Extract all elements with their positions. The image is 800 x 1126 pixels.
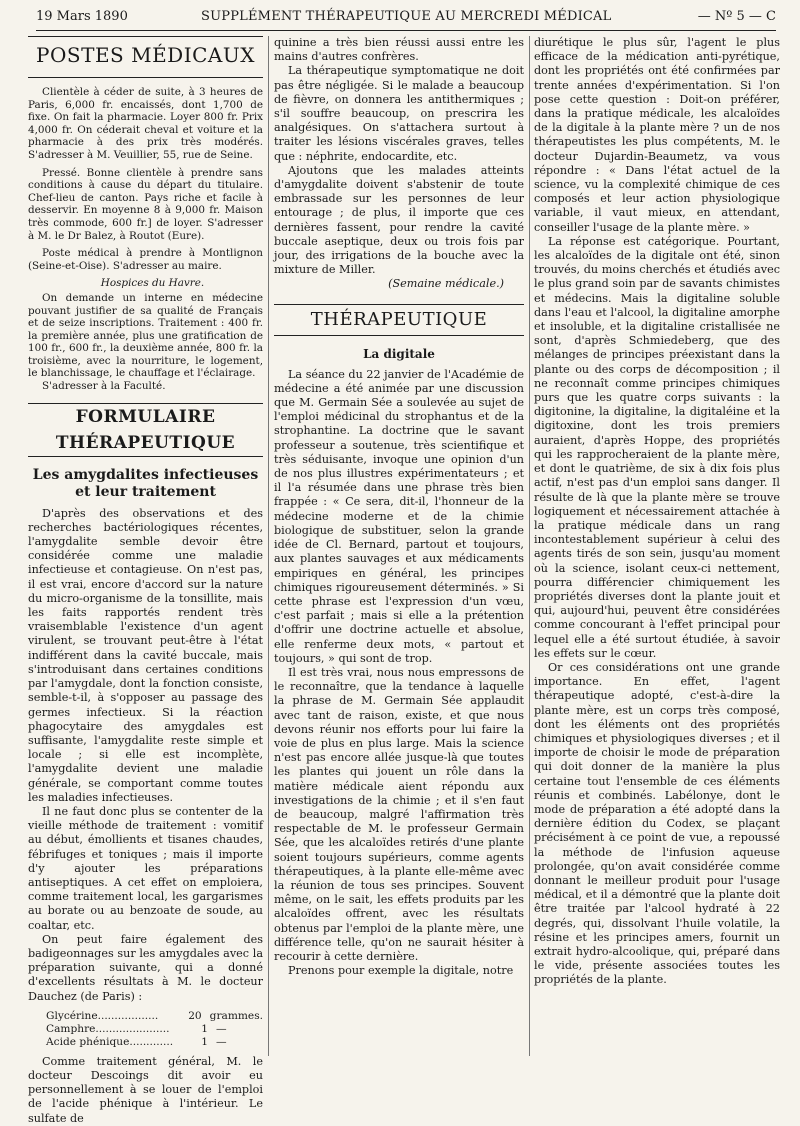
- recipe-line: Camphre...................... 1 —: [46, 1022, 227, 1035]
- column-divider: [268, 36, 269, 1056]
- article-subtitle: Les amygdalites infectieuses et leur traitement: [32, 466, 259, 500]
- source-citation: (Semaine médicale.): [388, 277, 504, 291]
- article-paragraph: Il est très vrai, nous nous empressons de le reconnaître, que la tendance à laquelle la phrase de M. Germain Sée applaudit avec tant de raison, existe, et que nous devons réunir nos efforts pour lui faire la voie de plus en plus large. Mais la science n'est pas encore allée jusque-là que toutes les plantes qui jouent un rôle dans la matière médicale aient répondu aux investigations de la chimie ; et il s'en faut de beaucoup, malgré l'affirmation très respectable de M. le professeur Germain Sée, que les alcaloïdes retirés d'une plante soient toujours supérieurs, comme agents thérapeutiques, à la plante elle-même avec la réunion de tous ses principes. Souvent même, on le sait, les effets produits par les alcaloïdes offrent, avec les résultats obtenus par l'emploi de la plante mère, une différence telle, qu'on ne saurait hésiter à recourir à cette dernière.: [274, 665, 524, 963]
- article-paragraph: Or ces considérations ont une grande importance. En effet, l'agent thérapeutique adopté, c'est-à-dire la plante mère, est un corps très composé, dont les éléments ont des propriétés chimiques et physiologiques diverses ; et il importe de choisir le mode de préparation qui doit donner de la manière la plus certaine tout l'ensemble de ces éléments réunis et combinés. Labélonye, dont le mode de préparation a été adopté dans la dernière édition du Codex, se plaçant précisément à ce point de vue, a repoussé la méthode de l'infusion aqueuse prolongée, qu'on avait considérée comme donnant le meilleur produit pour l'usage médical, et il a démontré que la plante doit être traitée par l'alcool hydraté à 22 degrés, qui, dissolvant l'huile volatile, la résine et les principes amers, fournit un extrait hydro-alcoolique, qui, préparé dans le vide, présente associées toutes les propriétés de la plante.: [534, 660, 780, 987]
- page-header: [36, 6, 776, 31]
- journal-title: SUPPLÉMENT THÉRAPEUTIQUE AU MERCREDI MÉDICAL: [201, 9, 612, 24]
- column-3: [534, 36, 780, 988]
- article-paragraph: Comme traitement général, M. le docteur Descoings dit avoir eu personnellement à se louer de l'emploi de l'acide phénique à l'intérieur. Le sulfate de: [28, 1054, 263, 1125]
- article-paragraph: La thérapeutique symptomatique ne doit pas être négligée. Si le malade a beaucoup de fièvre, on donnera les antithermiques ; s'il souffre beaucoup, on prescrira les analgésiques. On s'attachera surtout à traiter les lésions viscérales graves, telles que : néphrite, endocardite, etc.: [274, 64, 524, 163]
- column-2: [274, 36, 524, 978]
- recipe-line: Glycérine.................. 20 grammes.: [46, 1009, 263, 1022]
- article-paragraph: Ajoutons que les malades atteints d'amygdalite doivent s'abstenir de toute embrassade sur les personnes de leur entourage ; de plus, il importe que ces dernières fassent, pour rendre la cavité buccale aseptique, deux ou trois fois par jour, des irrigations de la bouche avec la mixture de Miller.: [274, 163, 524, 277]
- column-divider: [529, 36, 530, 1056]
- article-paragraph: La réponse est catégorique. Pourtant, les alcaloïdes de la digitale ont été, sinon trouvés, du moins cherchés et étudiés avec le plus grand soin par de savants chimistes et médecins. Mais la digitaline soluble dans l'eau et l'alcool, la digitaline amorphe et insoluble, et la digitaline cristallisée ne sont, d'après Schmiedeberg, que des mélanges de principes préexistant dans la plante ou des corps de décomposition ; il ne reconnaît comme principes chimiques purs que les quatre corps suivants : la digitonine, la digitaline, la digitaléine et la digitoxine, dont les trois premiers auraient, d'après Hoppe, des propriétés qui les rapprocheraient de la plante mère, et dont le quatrième, de six à dix fois plus actif, n'est pas d'un emploi sans danger. Il résulte de là que la plante mère se trouve logiquement et nécessairement attachée à la pratique médicale dans un rang incontestablement supérieur à celui des agents tirés de son sein, jusqu'au moment où la science, isolant ceux-ci nettement, pourra différencier chimiquement les propriétés diverses dont la plante jouit et qui, aujourd'hui, peuvent être considérées comme concourant à l'effet principal pour lequel elle a été surtout étudiée, à savoir les effets sur le cœur.: [534, 234, 780, 660]
- article-paragraph: diurétique le plus sûr, l'agent le plus efficace de la médication anti-pyrétique, dont les propriétés ont été confirmées par trente années d'expérimentation. Si l'on pose cette question : Doit-on préférer, dans la pratique médicale, les alcaloïdes de la digitale à la plante mère ? un de nos thérapeutistes les plus compétents, M. le docteur Dujardin-Beaumetz, va vous répondre : « Dans l'état actuel de la science, vu la complexité chimique de ces composés et leur action physiologique variable, il vaut mieux, en attendant, conseiller l'usage de la plante mère. »: [534, 36, 780, 234]
- recipe-line: Acide phénique............. 1 —: [46, 1035, 227, 1048]
- hospices-text: On demande un interne en médecine pouvant justifier de sa qualité de Français et de seize inscriptions. Traitement : 400 fr. la première année, plus une gratification de 100 fr., 600 fr., la deuxième année, 800 fr. la troisième, avec la nourriture, le logement, le blanchissage, le chauffage et l'éclairage.: [28, 291, 263, 380]
- article-paragraph: Prenons pour exemple la digitale, notre: [288, 964, 514, 978]
- postes-heading: POSTES MÉDICAUX: [36, 43, 255, 67]
- article-paragraph: On peut faire également des badigeonnages sur les amygdales avec la préparation suivante, qui a donné d'excellents résultats à M. le docteur Dauchez (de Paris) :: [28, 932, 263, 1003]
- column-1: [28, 36, 263, 1126]
- issue-date: 19 Mars 1890: [36, 9, 128, 24]
- article-paragraph: Il ne faut donc plus se contenter de la vieille méthode de traitement : vomitif au début, émollients et tisanes chaudes, fébrifuges et toniques ; mais il importe d'y ajouter les préparations antiseptiques. A cet effet on emploiera, comme traitement local, les gargarismes au borate ou au benzoate de soude, au coaltar, etc.: [28, 804, 263, 932]
- article-paragraph: La séance du 22 janvier de l'Académie de médecine a été animée par une discussion que M. Germain Sée a soulevée au sujet de l'emploi médicinal du strophantus et de la strophantine. La doctrine que le savant professeur a soutenue, très scientifique et très séduisante, invoque une opinion d'un de nos plus illustres expérimentateurs ; et il l'a résumée dans une phrase très bien frappée : « Ce sera, dit-il, l'honneur de la médecine moderne et de la chimie biologique de substituer, selon la grande idée de Cl. Bernard, partout et toujours, aux plantes sauvages et aux médicaments empiriques en général, les principes chimiques rigoureusement déterminés. » Si cette phrase est l'expression d'un vœu, c'est parfait ; mais si elle a la prétention d'offrir une doctrine actuelle et absolue, elle renferme deux mots, « partout et toujours, » qui sont de trop.: [274, 367, 524, 665]
- issue-number: — Nº 5 — C: [697, 9, 776, 24]
- ad-paragraph: Pressé. Bonne clientèle à prendre sans conditions à cause du départ du titulaire. Chef-lieu de canton. Pays riche et facile à desservir. En moyenne 8 à 9,000 fr. Maison très commode, 600 fr.] de loyer. S'adresser à M. le Dr Balez, à Routot (Eure).: [28, 166, 263, 242]
- ad-paragraph: Clientèle à céder de suite, à 3 heures de Paris, 6,000 fr. encaissés, dont 1,700 de fixe. On fait la pharmacie. Loyer 800 fr. Prix 4,000 fr. On céderait cheval et voiture et la pharmacie à des prix très modérés. S'adresser à M. Veuillier, 55, rue de Seine.: [28, 86, 263, 161]
- ad-paragraph: Poste médical à prendre à Montlignon (Seine-et-Oise). S'adresser au maire.: [28, 247, 263, 272]
- hospices-title: Hospices du Havre.: [100, 277, 205, 290]
- digitale-title: La digitale: [363, 346, 435, 361]
- article-paragraph: quinine a très bien réussi aussi entre les mains d'autres confrères.: [274, 36, 524, 64]
- recipe: [46, 1010, 263, 1049]
- article-paragraph: D'après des observations et des recherches bactériologiques récentes, l'amygdalite semble devoir être considérée comme une maladie infectieuse et contagieuse. On n'est pas, il est vrai, encore d'accord sur la nature du micro-organisme de la tonsillite, mais les faits rapportés rendent très vraisemblable l'existence d'un agent virulent, se trouvant peut-être à l'état indifférent dans la cavité buccale, mais s'introduisant dans certaines conditions par l'amygdale, dont la fonction consiste, semble-t-il, à s'opposer au passage des germes infectieux. Si la réaction phagocytaire des amygdales est suffisante, l'amygdalite reste simple et locale ; si elle est incomplète, l'amygdalite devient une maladie générale, se comportant comme toutes les maladies infectieuses.: [28, 506, 263, 804]
- formulaire-heading: FORMULAIRE THÉRAPEUTIQUE: [55, 406, 236, 453]
- hospices-contact: S'adresser à la Faculté.: [42, 380, 166, 393]
- therapeutique-heading: THÉRAPEUTIQUE: [310, 308, 488, 330]
